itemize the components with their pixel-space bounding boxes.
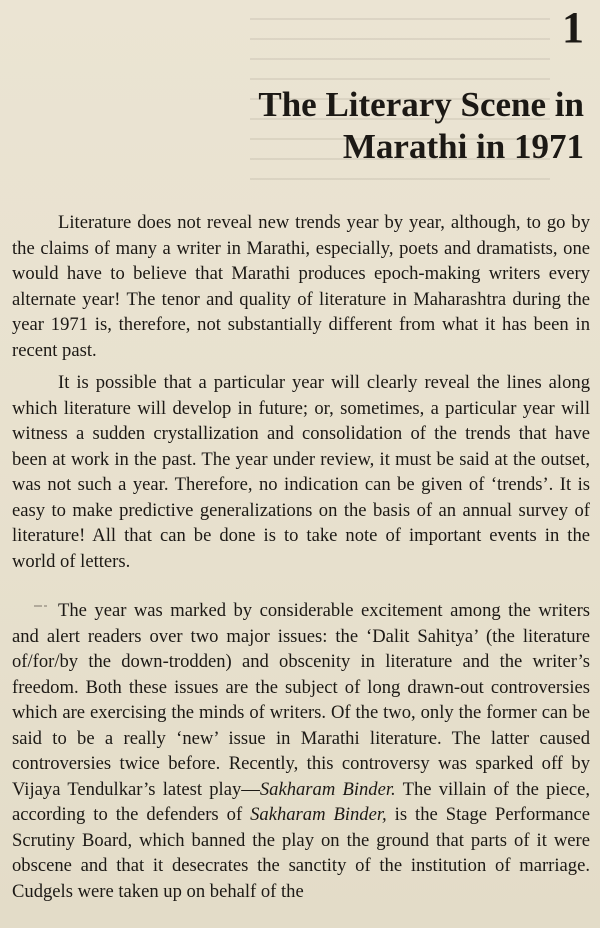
paragraph-3-text-c: is the Stage Performance Scrutiny Board, which banned the play on the ground that parts of it were obscene and that it desecrates the sanctity of the institution of marriage. Cudgels were taken up on behalf of the bbox=[12, 804, 590, 902]
paragraph-3-text-b: The villain of the piece, according to the defenders of bbox=[12, 778, 590, 825]
paragraph-1-text: Literature does not reveal new trends year by year, although, to go by the claims of many a writer in Marathi, especially, poets and dramatists, one would have to believe that Marathi produces epoch-making writers every alternate year! The tenor and quality of literature in Maharashtra during the year 1971 is, therefore, not substantially different from what it has been in recent past. bbox=[12, 212, 590, 361]
paragraph-2 bbox=[12, 370, 590, 574]
chapter-number: 1 bbox=[562, 3, 584, 52]
paragraph-1 bbox=[12, 210, 590, 363]
paragraph-3-text-a: The year was marked by considerable excitement among the writers and alert readers over two major issues: the ‘Dalit Sahitya’ (the literature of/for/by the down-trodden) and obscenity in literature and the writer’s freedom. Both these issues are the subject of long drawn-out controversies which are exercising the minds of writers. Of the two, only the former can be said to be a really ‘new’ issue in Marathi literature. The latter caused controversies twice before. Recently, this controversy was sparked off by Vijaya Tendulkar’s latest play— bbox=[12, 600, 590, 800]
chapter-title-line-1: The Literary Scene in bbox=[258, 85, 584, 124]
chapter-title bbox=[164, 84, 584, 168]
chapter-title-line-2: Marathi in 1971 bbox=[342, 127, 584, 166]
play-title-italic: Sakharam Binder. bbox=[259, 778, 396, 800]
play-title-italic: Sakharam Binder, bbox=[250, 804, 387, 825]
paragraph-3 bbox=[12, 598, 590, 904]
paragraph-2-text: It is possible that a particular year will clearly reveal the lines along which literature will develop in future; or, sometimes, a particular year will witness a sudden crystallization and consolidation of the trends that have been at work in the past. The year under review, it must be said at the outset, was not such a year. Therefore, no indication can be given of ‘trends’. It is easy to make predictive generalizations on the basis of an annual survey of literature! All that can be done is to take note of important events in the world of letters. bbox=[12, 372, 590, 572]
